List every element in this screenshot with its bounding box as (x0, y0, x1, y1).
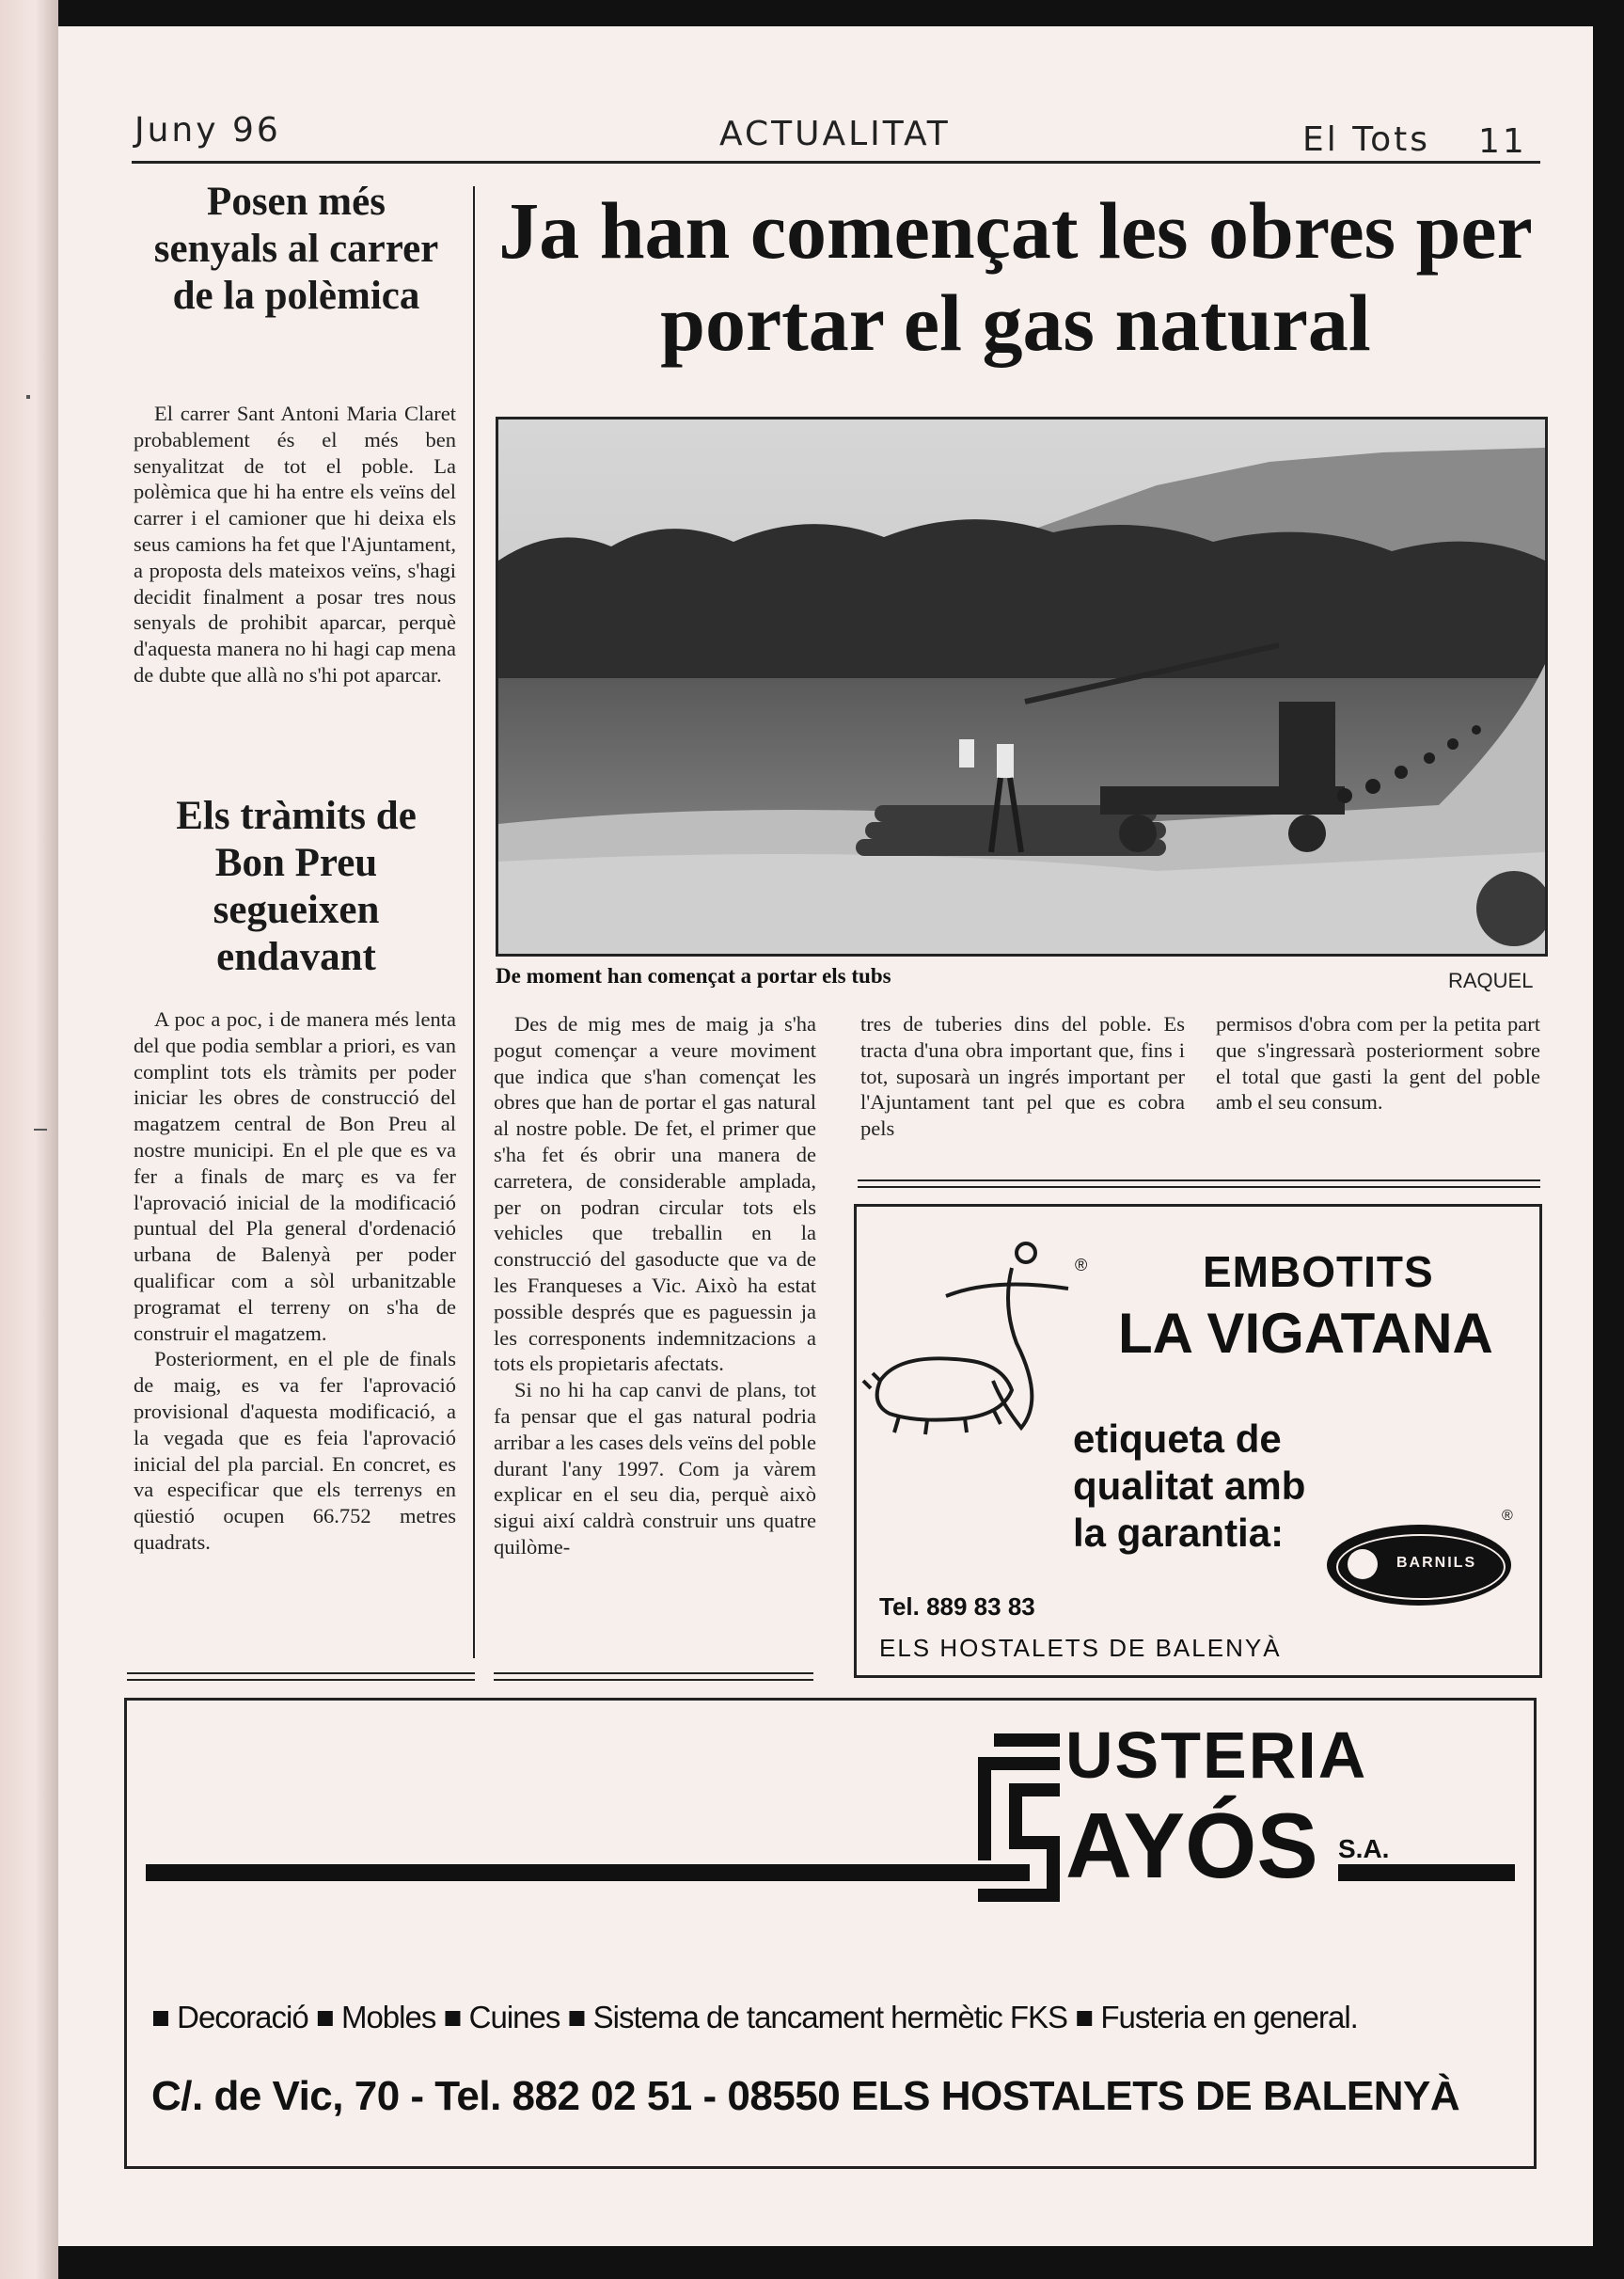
fusteria-services (151, 2000, 1358, 2035)
sidebar-article1-body (134, 401, 456, 688)
main-article-col2-text: tres de tuberies dins del poble. Es tracta d'una obra important que, fins i tot, suposarà un ingrés important per l'Ajuntament tant pel que es cobra pels (860, 1012, 1185, 1141)
service-decoracio: Decoració (177, 2000, 308, 2034)
column-rule-top (858, 1179, 1540, 1181)
scan-mark (34, 1129, 47, 1131)
service-bullet-icon: ■ (443, 2000, 469, 2034)
barnils-label: BARNILS (1396, 1555, 1477, 1571)
section-title: ACTUALITAT (719, 115, 951, 153)
vigatana-slogan1: etiqueta de (1073, 1416, 1282, 1461)
vigatana-slogan (1073, 1416, 1305, 1557)
vigatana-town: ELS HOSTALETS DE BALENYÀ (879, 1634, 1282, 1662)
sidebar-article1-text: El carrer Sant Antoni Maria Claret probablement és el més ben senyalitzat de tot el poble. La polèmica que hi ha entre els veïns del carrer i el camioner que hi deixa els seus camions ha fet que l'Ajuntament, a proposta dels mateixos veïns, s'hagi decidit finalment a posar tres nous senyals de prohibit aparcar, perquè d'aquesta manera no hi hagi cap mena de dubte que allà no s'hi pot aparcar. (134, 402, 456, 687)
sidebar-article2-p1: A poc a poc, i de manera més lenta del que podia semblar a priori, es van complint tots els tràmits per poder iniciar les obres de construcció del magatzem central de Bon Preu al nostre municipi. En el ple que es va fer a finals de març es va fer l'aprovació inicial de la modificació puntual del Pla general d'ordenació urbana de Balenyà per poder qualificar com a sòl urbanitzable programat el terreny on s'ha de construir el magatzem. (134, 1007, 456, 1345)
photo-caption: De moment han començat a portar els tubs (496, 964, 891, 988)
fusteria-suffix: S.A. (1338, 1834, 1390, 1863)
sidebar-article2-title: Els tràmits de Bon Preu segueixen endavant (176, 794, 417, 979)
main-article-col1 (494, 1011, 816, 1560)
main-article-col3 (1216, 1011, 1540, 1116)
vigatana-phone: Tel. 889 83 83 (879, 1592, 1035, 1621)
column-rule-bottom (494, 1672, 813, 1674)
vigatana-line1: EMBOTITS (1203, 1247, 1434, 1296)
sidebar-divider (473, 186, 475, 1658)
service-bullet-icon: ■ (1075, 2000, 1101, 2034)
ad-vigatana (854, 1204, 1542, 1678)
sidebar-rule-bottom2 (127, 1679, 475, 1681)
fusteria-right-bar (1338, 1864, 1515, 1881)
fusteria-word2: AYÓS (1065, 1794, 1318, 1897)
main-article-col2 (860, 1011, 1185, 1142)
main-article-col1-p2: Si no hi ha cap canvi de plans, tot fa pensar que el gas natural podria arribar a les cases dels veïns del poble durant l'any 1997. Com ja vàrem explicar en el seu dia, perquè això sigui així caldrà construir uns quatre quilòme- (494, 1378, 816, 1559)
header-rule (132, 161, 1540, 164)
fusteria-logo-mark-icon (973, 1729, 1063, 1907)
vigatana-slogan3: la garantia: (1073, 1511, 1285, 1555)
service-bullet-icon: ■ (151, 2000, 178, 2034)
photo-credit: RAQUEL (1448, 969, 1534, 992)
sidebar-article1-title: Posen més senyals al carrer de la polèmica (153, 180, 439, 318)
fusteria-word1: USTERIA (1065, 1718, 1368, 1792)
vigatana-slogan2: qualitat amb (1073, 1464, 1306, 1508)
sidebar-article2-p2: Posteriorment, en el ple de finals de maig, es va fer l'aprovació provisional d'aquesta modificació, a la vegada que es feia l'aprovació inicial del pla parcial. En concret, es va especificar que els terrenys en qüestió ocupen 66.752 metres quadrats. (134, 1347, 456, 1554)
service-fusteria: Fusteria en general. (1100, 2000, 1358, 2034)
ad-fusteria (124, 1698, 1537, 2169)
sidebar-rule-bottom (127, 1672, 475, 1674)
publication-name: El Tots (1302, 120, 1430, 159)
service-bullet-icon: ■ (315, 2000, 341, 2034)
pig-rider-logo-icon (861, 1240, 1087, 1447)
vigatana-badge-registered: ® (1502, 1508, 1513, 1524)
page-number: 11 (1478, 122, 1527, 161)
service-fks: Sistema de tancament hermètic FKS (592, 2000, 1068, 2034)
main-headline: Ja han començat les obres per portar el gas natural (498, 185, 1533, 368)
left-page-edge (0, 0, 58, 2279)
column-rule-bottom2 (494, 1679, 813, 1681)
photo-scene (498, 419, 1545, 954)
service-cuines: Cuines (468, 2000, 560, 2034)
scan-mark (26, 395, 30, 399)
main-article-col1-p1: Des de mig mes de maig ja s'ha pogut començar a veure moviment que indica que s'han començat les obres que han de portar el gas natural al nostre poble. De fet, el primer que s'ha fet és obrir una manera de carretera, de considerable amplada, per on podran circular tots els vehicles que treballin en la construcció del gasoducte que va de les Franqueses a Vic. Això ha estat possible després que es paguessin ja les corresponents indemnitzacions a tots els propietaris afectats. (494, 1012, 816, 1376)
service-mobles: Mobles (340, 2000, 436, 2034)
barnils-badge (1327, 1525, 1511, 1606)
service-bullet-icon: ■ (567, 2000, 593, 2034)
sidebar-article2-body (134, 1006, 456, 1556)
vigatana-registered: ® (1075, 1256, 1088, 1274)
issue-date: Juny 96 (134, 111, 281, 150)
column-rule-top2 (858, 1186, 1540, 1188)
barnils-pig-icon (1348, 1549, 1378, 1579)
vigatana-line2: LA VIGATANA (1118, 1302, 1493, 1365)
article-photo (496, 417, 1548, 957)
fusteria-address: C/. de Vic, 70 - Tel. 882 02 51 - 08550 ELS HOSTALETS DE BALENYÀ (151, 2073, 1460, 2119)
fusteria-left-bar (146, 1864, 1030, 1881)
main-article-col3-text: permisos d'obra com per la petita part que s'ingressarà posteriorment sobre el total que gasti la gent del poble amb el seu consum. (1216, 1012, 1540, 1115)
